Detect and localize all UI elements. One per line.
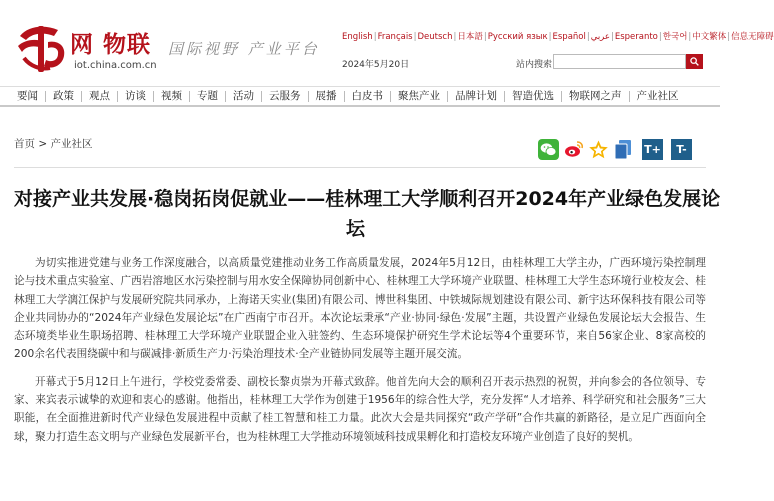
logo-url: iot.china.com.cn <box>74 60 157 71</box>
search-icon <box>690 57 699 66</box>
search-label: 站内搜索 <box>516 60 553 70</box>
share-weibo-button[interactable] <box>563 139 584 160</box>
language-separator: | <box>373 32 377 42</box>
nav-item[interactable]: 政策 <box>46 91 82 102</box>
share-favorite-button[interactable] <box>588 139 609 160</box>
language-link[interactable]: 信息无障碍 <box>731 32 774 42</box>
divider <box>14 167 706 168</box>
nav-item[interactable]: 访谈 <box>118 91 154 102</box>
site-header <box>0 0 774 86</box>
copy-icon <box>613 139 634 160</box>
language-separator: | <box>688 32 692 42</box>
nav-item[interactable]: 物联网之声 <box>562 91 630 102</box>
nav-item[interactable]: 产业社区 <box>636 89 679 102</box>
language-separator: | <box>610 32 614 42</box>
breadcrumb-separator: > <box>38 138 48 150</box>
nav-item[interactable]: 展播 <box>309 91 345 102</box>
nav-item[interactable]: 品牌计划 <box>448 91 505 102</box>
article-title-tail: 坛 <box>346 218 366 240</box>
search-input[interactable] <box>553 54 686 69</box>
breadcrumb-section[interactable]: 产业社区 <box>50 138 93 150</box>
language-link[interactable]: Esperanto <box>614 32 658 42</box>
main-nav <box>0 86 720 107</box>
language-link[interactable]: English <box>342 32 373 42</box>
article-paragraph: 为切实推进党建与业务工作深度融合，以高质量党建推动业务工作高质量发展，2024年5月12日，由桂林理工大学主办，广西环境污染控制理论与技术重点实验室、广西岩溶地区水污染控制与用水安全保障协同创新中心、桂林理工大学环境产业联盟、桂林理工大学生态环境行业校友会、桂林理工大学漓江保护与发展研究院共同承办，上海诺天实业(集团)有限公司、博世科集团、中铁城际规划建设有限公司、新宇达环保科技有限公司等企业共同协办的“2024年产业绿色发展论坛”在广西南宁市召开。本次论坛秉承“产业·协同·绿色·发展”主题，共设置产业绿色发展论坛大会报告、生态环境类毕业生职场招聘、桂林理工大学环境产业联盟企业入驻签约、生态环境保护研究生学术论坛等4个重要环节，来自56家企业、8家高校的200余名代表围绕碳中和与碳减排·新质生产力·污染治理技术·全产业链协同发展等主题开展交流。 <box>14 257 706 361</box>
language-link[interactable]: 中文繁体 <box>692 32 727 42</box>
nav-item[interactable]: 聚焦产业 <box>391 91 448 102</box>
nav-item[interactable]: 白皮书 <box>345 91 392 102</box>
current-date: 2024年5月20日 <box>342 60 410 70</box>
nav-item[interactable]: 专题 <box>190 91 226 102</box>
language-separator: | <box>548 32 552 42</box>
font-decrease-button[interactable]: T- <box>671 139 692 160</box>
share-wechat-button[interactable] <box>538 139 559 160</box>
nav-item[interactable]: 视频 <box>154 91 190 102</box>
article-body <box>14 254 706 446</box>
article-paragraph: 开幕式于5月12日上午进行，学校党委常委、副校长黎贞崇为开幕式致辞。他首先向大会的顺利召开表示热烈的祝贺，并向参会的各位领导、专家、来宾表示诚挚的欢迎和衷心的感谢。他指出，桂林理工大学作为创建于1956年的综合性大学，充分发挥“人才培养、科学研究和社会服务”三大职能，在全面推进新时代产业绿色发展进程中贡献了桂工智慧和桂工力量。此次大会是共同探究“政产学研”合作共赢的新路径，是立足广西面向全球，聚力打造生态文明与产业绿色发展新平台，也为桂林理工大学推动环境领域科技成果孵化和打造校友环境产业创造了良好的契机。 <box>14 375 706 443</box>
nav-item[interactable]: 云服务 <box>262 91 309 102</box>
breadcrumb-home[interactable]: 首页 <box>14 138 35 150</box>
search-button[interactable] <box>686 54 703 69</box>
language-separator: | <box>483 32 487 42</box>
language-link[interactable]: 한국어 <box>662 32 688 42</box>
font-increase-button[interactable]: T+ <box>642 139 663 160</box>
nav-item[interactable]: 活动 <box>226 91 262 102</box>
logo-name: 网 物联 <box>70 31 152 58</box>
language-links <box>342 30 774 42</box>
nav-item[interactable]: 要闻 <box>10 91 46 102</box>
wechat-icon <box>538 139 559 160</box>
language-separator: | <box>727 32 731 42</box>
language-link[interactable]: 日本語 <box>457 32 483 42</box>
nav-item[interactable]: 智造优选 <box>505 91 562 102</box>
language-link[interactable]: Deutsch <box>417 32 453 42</box>
nav-item[interactable]: 观点 <box>82 91 118 102</box>
star-icon <box>588 139 609 160</box>
language-separator: | <box>413 32 417 42</box>
article-title-overflow <box>346 218 366 240</box>
breadcrumb <box>14 136 93 151</box>
language-link[interactable]: Español <box>552 32 586 42</box>
share-bar <box>538 138 692 160</box>
language-link[interactable]: Français <box>377 32 413 42</box>
language-link[interactable]: عربي <box>590 32 610 42</box>
language-link[interactable]: Русский язык <box>487 32 548 42</box>
site-logo[interactable] <box>14 20 162 78</box>
article-title: 对接产业共发展·稳岗拓岗促就业——桂林理工大学顺利召开2024年产业绿色发展论 <box>14 188 721 210</box>
china-logo-icon <box>14 22 70 74</box>
language-separator: | <box>658 32 662 42</box>
site-slogan: 国际视野 产业平台 <box>168 40 320 58</box>
share-copy-button[interactable] <box>613 139 634 160</box>
weibo-icon <box>563 139 584 160</box>
language-separator: | <box>453 32 457 42</box>
language-separator: | <box>586 32 590 42</box>
